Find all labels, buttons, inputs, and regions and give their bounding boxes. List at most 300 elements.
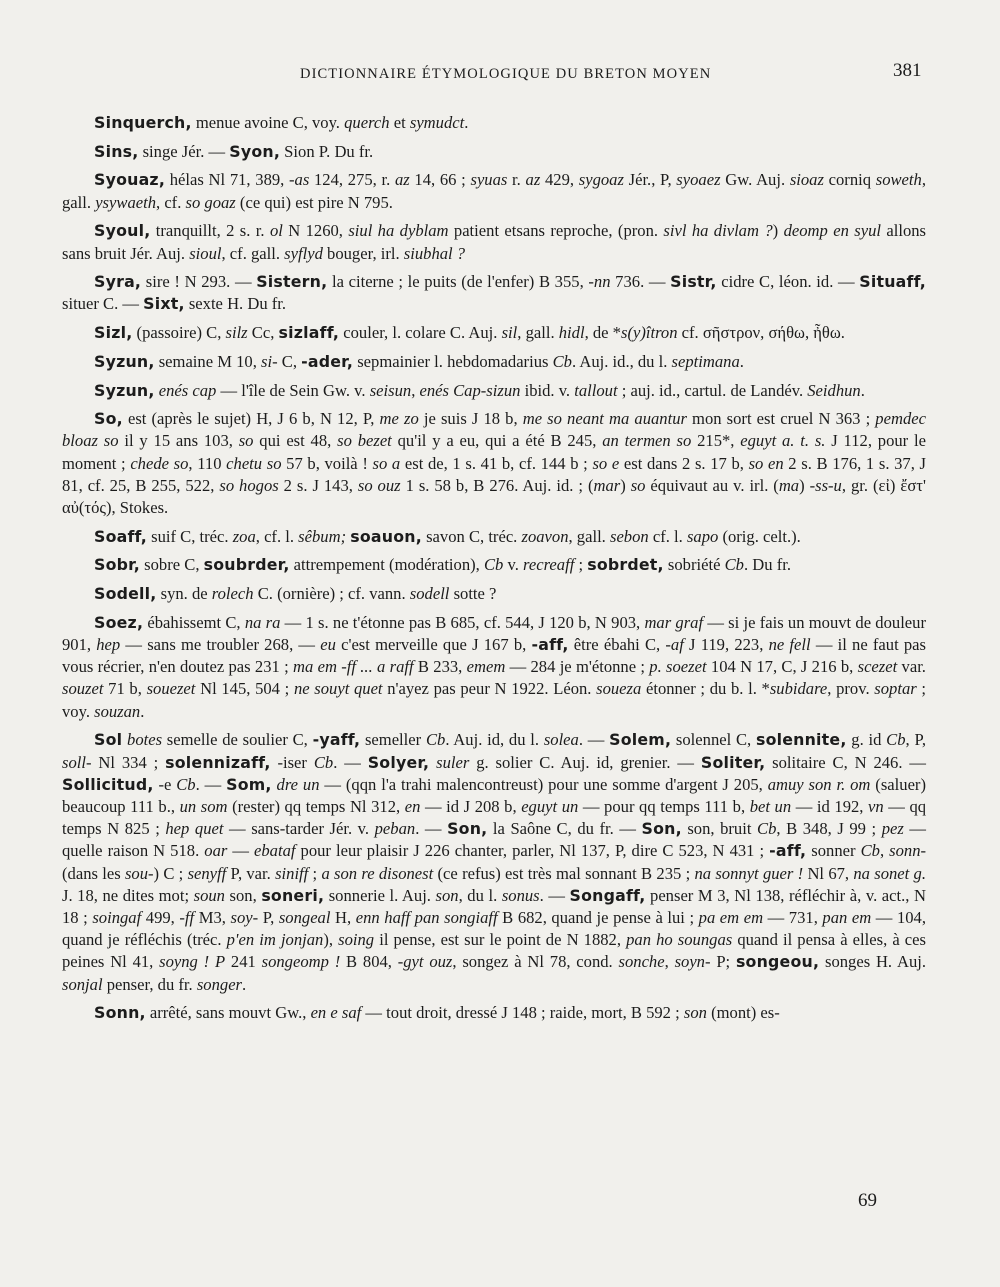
italic-text: son [435, 885, 459, 905]
headword: Sistr, [670, 272, 717, 292]
entry-text: sotte ? [449, 584, 497, 604]
entry-text: — 284 je m'étonne ; [505, 657, 650, 677]
entry-text: (passoire) C, [132, 323, 226, 343]
italic-text: vn [868, 796, 884, 816]
entry-text: — [227, 841, 254, 861]
entry-text: Sion P. Du fr. [280, 141, 374, 161]
entry-text: singe Jér. — [138, 141, 230, 161]
headword: sizlaff, [278, 323, 340, 343]
entry-text: mon sort est cruel N 363 ; [686, 409, 876, 429]
entry-text: menue avoine C, voy. [191, 113, 345, 132]
entry-text: couler, l. colare C. Auj. [339, 323, 502, 343]
italic-text: sioul [189, 243, 222, 263]
entry-text: . — [578, 730, 610, 750]
entry-text: est dans 2 s. 17 b, [619, 453, 749, 473]
entry-text: . [464, 113, 469, 132]
headword: soauon, [350, 526, 422, 546]
italic-text: na ra [244, 612, 281, 632]
headword: Syra, [94, 272, 142, 292]
entry-text: penser M 3, Nl 138, réfléchir à, v. act., N 18 ; [62, 885, 926, 927]
italic-text: deomp en syul [783, 221, 881, 241]
entry-text: syn. de [156, 584, 212, 604]
entry-text: Nl 67, [803, 863, 854, 883]
italic-text: so e [592, 453, 620, 473]
entry-text: — l'île de Sein Gw. v. [216, 380, 370, 400]
entry-text: qu'il y a eu, qui a été B 245, [391, 431, 603, 451]
entry-text: ) [799, 475, 810, 495]
entry-text: 104 N 17, C, J 216 b, [706, 657, 858, 677]
italic-text: enn haff pan songiaff [355, 908, 498, 927]
italic-text: siubhal ? [403, 243, 466, 263]
entry-text: est (après le sujet) H, J 6 b, N 12, P, [122, 409, 380, 429]
entry-text: , 110 [188, 453, 227, 473]
italic-text: -ff [179, 908, 195, 927]
headword: Sistern, [256, 272, 328, 292]
entry-text: — si je fais un mouvt de douleur 901, [62, 612, 926, 655]
headword: Solem, [609, 730, 672, 750]
entry-text: B 682, quand je pense à lui ; [497, 908, 699, 927]
italic-text: ma em -ff ... [293, 657, 373, 677]
italic-text: so [103, 431, 119, 451]
entry-text: suif C, tréc. [146, 526, 233, 546]
entry-text: 215*, [691, 431, 741, 451]
dictionary-body [62, 112, 926, 1031]
entry-text: ébahissemt C, [143, 612, 245, 632]
italic-text: az [525, 170, 541, 190]
entry-text: (mont) es- [706, 1003, 780, 1023]
headword: solennite, [755, 730, 847, 750]
entry-text: , cf. gall. [221, 243, 285, 263]
italic-text: ma [778, 475, 800, 495]
entry-text: v. [503, 555, 524, 575]
italic-text: sonjal [62, 974, 103, 994]
headword: Sinquerch, [94, 113, 192, 132]
italic-text: son [683, 1003, 707, 1023]
entry-text: — sans-tarder Jér. v. [223, 819, 375, 839]
headword: -ader, [301, 351, 354, 371]
entry-text: , gall. [517, 323, 559, 343]
entry-text: ; voy. [62, 679, 926, 721]
italic-text: soing [338, 930, 375, 950]
italic-text: sygoaz [578, 170, 624, 190]
headword: soubrder, [203, 555, 290, 575]
headword: -yaff, [312, 730, 361, 750]
headword: Sins, [94, 141, 139, 161]
entry-text: sire ! N 293. — [141, 272, 257, 292]
headword: Sollicitud, [62, 774, 154, 794]
italic-text: eu [320, 635, 336, 655]
italic-text: suler [436, 752, 470, 772]
headword: Songaff, [569, 885, 646, 905]
dictionary-entry [62, 1002, 926, 1024]
italic-text: enés cap [158, 380, 217, 400]
italic-text: zoa [232, 526, 256, 546]
headword: Sodell, [94, 584, 157, 604]
italic-text: sonus [501, 885, 540, 905]
italic-text: soy- [230, 908, 259, 927]
italic-text: ysywaeth [95, 192, 157, 212]
entry-text: , gall. [62, 170, 926, 212]
entry-text: sobre C, [140, 555, 204, 575]
entry-text: , de * [584, 323, 621, 343]
entry-text: (ce refus) est très mal sonnant B 235 ; [433, 863, 695, 883]
entry-text: C. (ornière) ; cf. vann. [253, 584, 410, 604]
italic-text: mar [593, 475, 621, 495]
entry-text: tranquillt, 2 s. r. [150, 221, 270, 241]
entry-text: sonnerie l. Auj. [324, 885, 436, 905]
dictionary-entry [62, 322, 926, 344]
headword: Solyer, [367, 752, 430, 772]
entry-text: pour leur plaisir J 226 chanter, parler, Nl 137, P, dire C 523, N 431 ; [295, 841, 770, 861]
dictionary-entry [62, 729, 926, 995]
italic-text: si- [261, 351, 278, 371]
headword: -aff, [769, 841, 807, 861]
italic-text: -af [665, 635, 684, 655]
italic-text: songeal [278, 908, 331, 927]
entry-text: il y 15 ans 103, [118, 431, 239, 451]
entry-text: (dans les [62, 863, 125, 883]
entry-text: . Du fr. [743, 555, 791, 575]
entry-text: 124, 275, r. [309, 170, 395, 190]
italic-text: p. soezet [649, 657, 707, 677]
headword: Som, [226, 774, 272, 794]
headword: Sol [94, 730, 123, 750]
italic-text: so bezet [337, 431, 392, 451]
entry-text: sonner [806, 841, 861, 861]
entry-text: — (qqn l'a trahi malencontreust) pour une somme d'argent J 205, [319, 774, 768, 794]
headword: Syoul, [94, 221, 151, 241]
entry-text: 1 s. 58 b, B 276. Auj. id. ; ( [400, 475, 594, 495]
entry-text: 2 s. B 176, 1 s. 37, J 81, cf. 25, B 255, 522, [62, 453, 926, 495]
entry-text: , [664, 952, 675, 972]
italic-text: hep [96, 635, 121, 655]
italic-text: siul ha dyblam [348, 221, 449, 241]
italic-text: sêbum; [298, 526, 347, 546]
italic-text: silz [225, 323, 248, 343]
entry-text: (ce qui) est pire N 795. [235, 192, 393, 212]
entry-text: . [140, 701, 145, 721]
entry-text: bouger, irl. [322, 243, 404, 263]
entry-text: Nl 334 ; [91, 752, 166, 772]
dictionary-entry [62, 408, 926, 519]
italic-text: p'en im jonjan [226, 930, 324, 950]
entry-text: . — [333, 752, 368, 772]
entry-text: son, bruit [681, 819, 758, 839]
headword: Soez, [94, 612, 144, 632]
entry-text: quand il pensa à elles, à ces peines Nl 41, [62, 930, 926, 972]
entry-text: c'est merveille que J 167 b, [335, 635, 532, 655]
italic-text: sapo [686, 526, 719, 546]
entry-text: J. 18, ne dites mot; [62, 885, 194, 905]
entry-text: , gall. [568, 526, 610, 546]
entry-text: attrempement (modération), [289, 555, 484, 575]
entry-text: hélas Nl 71, 389, [165, 170, 290, 190]
italic-text: senyff [187, 863, 227, 883]
entry-text: J 112, pour le moment ; [62, 431, 926, 473]
entry-text: B 233, [413, 657, 467, 677]
entry-text: -e [153, 774, 177, 794]
entry-text: ), [323, 930, 339, 950]
italic-text: Cb [483, 555, 504, 575]
italic-text: mar graf [644, 612, 704, 632]
italic-text: pan em [822, 908, 872, 927]
entry-text: et [389, 113, 410, 132]
italic-text: soyn- [674, 952, 711, 972]
italic-text: so [238, 431, 254, 451]
headword: Sixt, [143, 294, 185, 314]
headword: Sonn, [94, 1003, 146, 1023]
italic-text: soueza [596, 679, 642, 699]
italic-text: na sonet g. [853, 863, 926, 883]
entry-text: ) [620, 475, 631, 495]
entry-text: , du l. [458, 885, 502, 905]
running-header: DICTIONNAIRE ÉTYMOLOGIQUE DU BRETON MOYEN [300, 66, 712, 82]
entry-text: — id 192, [791, 796, 869, 816]
entry-text: . [739, 351, 744, 371]
italic-text: so hogos [219, 475, 279, 495]
headword: Syzun, [94, 351, 155, 371]
italic-text: sil [501, 323, 518, 343]
entry-text: penser, du fr. [102, 974, 197, 994]
entry-text: , cf. l. [255, 526, 299, 546]
entry-text: -iser [270, 752, 314, 772]
italic-text: hep quet [165, 819, 224, 839]
entry-text: . Auj. id, du l. [445, 730, 544, 750]
entry-text: la citerne ; le puits (de l'enfer) B 355, [327, 272, 589, 292]
dictionary-entry [62, 554, 926, 576]
italic-text: na sonnyt guer ! [694, 863, 804, 883]
signature-number: 69 [858, 1190, 877, 1211]
italic-text: Cb [425, 730, 446, 750]
headword: Syzun, [94, 380, 155, 400]
entry-text: (orig. celt.). [718, 526, 801, 546]
page-number: 381 [893, 60, 922, 81]
italic-text: so ouz [357, 475, 401, 495]
entry-text: ibid. v. [520, 380, 575, 400]
entry-text: — 1 s. ne t'étonne pas B 685, cf. 544, J 120 b, N 903, [280, 612, 645, 632]
entry-text: corniq [823, 170, 876, 190]
entry-text: . — [415, 819, 448, 839]
italic-text: en e saf [310, 1003, 362, 1023]
entry-text: je suis J 18 b, [418, 409, 523, 429]
entry-text: cf. σῆστρον, σήθω, ἦθω. [677, 323, 845, 343]
entry-text: , songez à Nl 78, cond. [452, 952, 619, 972]
italic-text: -gyt ouz [397, 952, 453, 972]
entry-text: N 1260, [282, 221, 349, 241]
entry-text: — sans me troubler 268, — [120, 635, 321, 655]
dictionary-entry [62, 583, 926, 605]
entry-text: (rester) qq temps Nl 312, [227, 796, 405, 816]
italic-text: a raff [377, 657, 414, 677]
italic-text: so goaz [185, 192, 236, 212]
entry-text: Jér., P, [623, 170, 677, 190]
italic-text: syuas [470, 170, 508, 190]
headword: Soaff, [94, 526, 147, 546]
entry-text: B 804, [340, 952, 398, 972]
entry-text: J 119, 223, [683, 635, 769, 655]
italic-text: pemdec bloaz [62, 409, 926, 451]
italic-text: chetu so [226, 453, 282, 473]
entry-text: — 104, quand je réfléchis (tréc. [62, 908, 927, 950]
entry-text: (saluer) beaucoup 111 b., [62, 774, 926, 816]
italic-text: symudct [409, 113, 465, 132]
entry-text: r. [507, 170, 526, 190]
entry-text: qui est 48, [253, 431, 338, 451]
entry-text: , B 348, J 99 ; [776, 819, 882, 839]
italic-text: soyng ! P [159, 952, 226, 972]
headword: -aff, [531, 635, 569, 655]
entry-text: semaine M 10, [154, 351, 262, 371]
italic-text: syflyd [284, 243, 323, 263]
entry-text: ; [574, 555, 588, 575]
italic-text: solea [543, 730, 579, 750]
entry-text: est de, 1 s. 41 b, cf. 144 b ; [400, 453, 593, 473]
italic-text: a son re disonest [321, 863, 434, 883]
entry-text: g. solier C. Auj. id, grenier. — [469, 752, 701, 772]
entry-text: Gw. Auj. [720, 170, 790, 190]
entry-text: . Auj. id., du l. [571, 351, 672, 371]
italic-text: souzet [62, 679, 104, 699]
dictionary-entry [62, 526, 926, 548]
entry-text: , cf. [156, 192, 186, 212]
italic-text: sonn- [889, 841, 927, 861]
italic-text: ne fell [768, 635, 811, 655]
entry-text: — tout droit, dressé J 148 ; raide, mort, B 592 ; [361, 1003, 684, 1023]
italic-text: chede so [130, 453, 189, 473]
italic-text: amuy son r. om [767, 774, 871, 794]
italic-text: septimana [671, 351, 740, 371]
entry-text: 736. — [610, 272, 671, 292]
italic-text: emem [466, 657, 506, 677]
entry-text: situer C. — [62, 294, 144, 314]
italic-text: ol [269, 221, 283, 241]
entry-text: songes H. Auj. [819, 952, 927, 972]
entry-text: . — [539, 885, 570, 905]
italic-text: sodell [409, 584, 450, 604]
headword: Son, [447, 819, 488, 839]
italic-text: siniff [275, 863, 309, 883]
italic-text: sou- [124, 863, 154, 883]
entry-text: sexte H. Du fr. [184, 294, 287, 314]
entry-text: allons sans bruit Jér. Auj. [62, 221, 927, 263]
italic-text: sonche [618, 952, 665, 972]
entry-text: n'ayez pas peur N 1922. Léon. [382, 679, 597, 699]
italic-text: s(y)îtron [620, 323, 678, 343]
italic-text: -as [289, 170, 310, 190]
italic-text: zoavon [521, 526, 569, 546]
italic-text: enés Cap-sizun [419, 380, 521, 400]
italic-text: songeomp ! [261, 952, 341, 972]
entry-text: 14, 66 ; [409, 170, 471, 190]
italic-text: Cb [886, 730, 906, 750]
italic-text: en [404, 796, 421, 816]
entry-text: — il ne faut pas vous récrier, n'en doutez pas 231 ; [62, 635, 927, 677]
italic-text: soingaf [92, 908, 142, 927]
italic-text: me zo [379, 409, 419, 429]
entry-text: , gr. (εἰ) ἔστ' αὐ(τός), Stokes. [62, 475, 926, 518]
entry-text: 241 [225, 952, 262, 972]
entry-text: P; [710, 952, 736, 972]
italic-text: botes [127, 730, 163, 750]
entry-text: solennel C, [671, 730, 756, 750]
entry-text: — 731, [763, 908, 823, 927]
italic-text: so a [372, 453, 401, 473]
entry-text: . — [195, 774, 227, 794]
entry-text: Cc, [247, 323, 279, 343]
italic-text: pa em em [698, 908, 764, 927]
italic-text: sivl ha divlam ? [663, 221, 773, 241]
dictionary-entry [62, 220, 926, 264]
italic-text: me so neant ma auantur [522, 409, 687, 429]
italic-text: syoaez [676, 170, 721, 190]
italic-text: Cb [724, 555, 744, 575]
italic-text: sioaz [789, 170, 824, 190]
entry-text: ) C ; [153, 863, 188, 883]
italic-text: dre un [276, 774, 320, 794]
entry-text: — pour qq temps 111 b, [578, 796, 750, 816]
dictionary-entry [62, 380, 926, 402]
italic-text: Cb [860, 841, 880, 861]
entry-text: sepmainier l. hebdomadarius [353, 351, 553, 371]
italic-text: subidare [769, 679, 828, 699]
italic-text: un som [179, 796, 228, 816]
entry-text: , [411, 380, 420, 400]
headword: solennizaff, [165, 752, 271, 772]
headword: Son, [641, 819, 682, 839]
italic-text: soweth [875, 170, 922, 190]
entry-text: 57 b, voilà ! [281, 453, 373, 473]
entry-text: , prov. [827, 679, 875, 699]
entry-text: , P, [905, 730, 926, 750]
entry-text: 2 s. J 143, [278, 475, 358, 495]
italic-text: -nn [588, 272, 611, 292]
italic-text: tallout [574, 380, 618, 400]
italic-text: bet un [749, 796, 792, 816]
italic-text: ne souyt quet [293, 679, 383, 699]
italic-text: Cb [313, 752, 334, 772]
entry-text: solitaire C, N 246. — [765, 752, 926, 772]
italic-text: Cb [757, 819, 777, 839]
italic-text: soun [193, 885, 225, 905]
entry-text: son, [224, 885, 262, 905]
entry-text: équivaut au v. irl. ( [645, 475, 779, 495]
dictionary-entry [62, 141, 926, 163]
italic-text: Seidhun [807, 380, 861, 400]
headword: songeou, [735, 952, 820, 972]
entry-text: g. id [846, 730, 887, 750]
entry-text: — id J 208 b, [420, 796, 522, 816]
italic-text: peban [374, 819, 416, 839]
entry-text: savon C, tréc. [421, 526, 522, 546]
entry-text: patient etsans reproche, (pron. [448, 221, 664, 241]
dictionary-entry [62, 271, 926, 315]
entry-text: étonner ; du b. l. * [641, 679, 770, 699]
italic-text: songer [196, 974, 243, 994]
entry-text: 71 b, [103, 679, 147, 699]
entry-text: ; auj. id., cartul. de Landév. [617, 380, 808, 400]
entry-text: cidre C, léon. id. — [716, 272, 860, 292]
entry-text: . [242, 974, 247, 994]
entry-text: — qq temps N 825 ; [62, 796, 927, 839]
entry-text: ) [772, 221, 784, 241]
entry-text: , [879, 841, 890, 861]
headword: Sizl, [94, 323, 133, 343]
italic-text: an termen so [602, 431, 692, 451]
italic-text: ebataf [254, 841, 296, 861]
entry-text: C, [277, 351, 302, 371]
headword: Situaff, [859, 272, 927, 292]
italic-text: so en [748, 453, 784, 473]
